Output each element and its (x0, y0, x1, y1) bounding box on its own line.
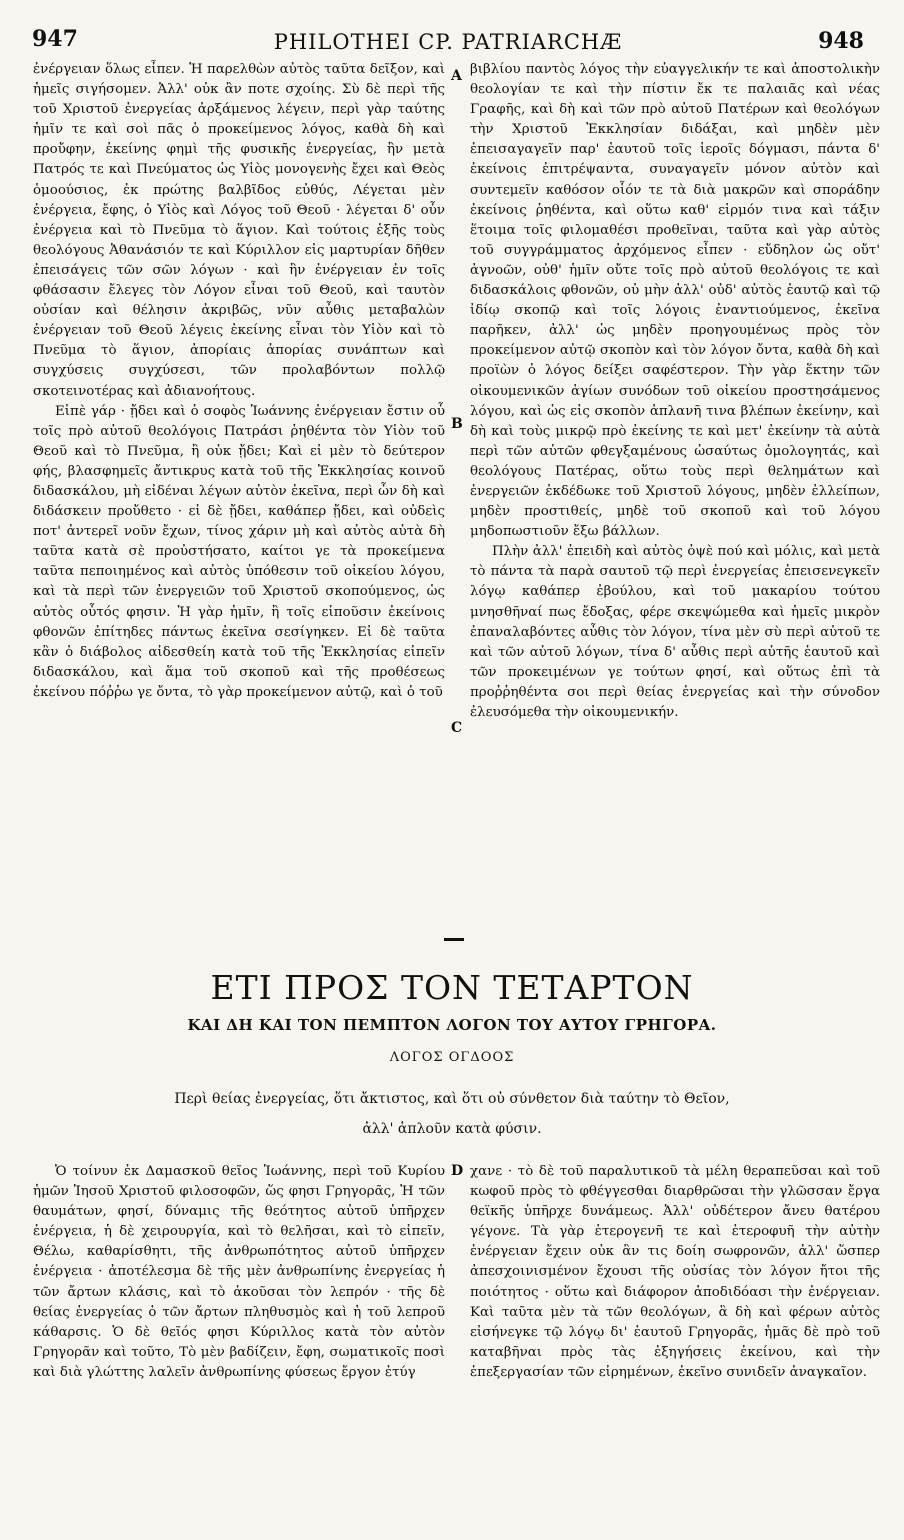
running-title: PHILOTHEI CP. PATRIARCHÆ (273, 30, 623, 54)
paragraph: ἐνέργειαν ὅλως εἶπεν. Ἡ παρελθὼν αὐτὸς ταῦτα δεῖξον, καὶ ἡμεῖς σιγήσομεν. Ἀλλ' οὐκ ἂν ποτε σχοίης. Σὺ δὲ περὶ τῆς τοῦ Χριστοῦ ἐνεργείας ἀρξάμενος λέγειν, περὶ γὰρ ταύτης ἡμῖν τε καὶ σοὶ πᾶς ὁ προκείμενος λόγος, καθὰ δὴ καὶ προὔφην, ἐκείνης φημὶ τῆς φυσικῆς ἐνεργείας, ἣν μετὰ Πατρός τε καὶ Πνεύματος ὡς Υἱὸς μονογενὴς ἔχει καὶ Θεὸς ὁμοούσιος, ἐκ πρώτης βαλβῖδος εὐθύς, Λέγεται μὲν ἐνέργεια, ἔφης, ὁ Υἱὸς καὶ Λόγος τοῦ Θεοῦ · λέγεται δ' οὖν ἐνέργεια καὶ τὸ Πνεῦμα τὸ ἅγιον. Καὶ τούτοις ἑξῆς τοὺς θεολόγους Ἀθανάσιόν τε καὶ Κύριλλον εἰς μαρτυρίαν δῆθεν ἐπεισάγεις τῶν σῶν λόγων · καὶ ἣν ἐνέργειαν ἐν τοῖς φθάσασιν ἔλεγες τὸν Λόγον εἶναι τοῦ Θεοῦ, καὶ ταυτὸν οὐσίαν καὶ θέλησιν ἀκριβῶς, νῦν αὖθις μεταβαλὼν ἐνέργειαν τοῦ Θεοῦ λέγεις ἐκείνης εἶναι τὸν Υἱὸν καὶ τὸ Πνεῦμα τὸ ἅγιον, ἀπορίαις ἀπορίας συνάπτων καὶ συγχύσεις συγχύσεσι, τῶν προλαβόντων πολλῷ σκοτεινοτέρας καὶ ἀδιανοήτους. (33, 62, 445, 399)
column-bottom-right (470, 1162, 880, 1462)
paragraph: Εἰπὲ γάρ · ᾔδει καὶ ὁ σοφὸς Ἰωάννης ἐνέργειαν ἔστιν οὗ τοῖς πρὸ αὐτοῦ θεολόγοις Πατράσι ῥηθέντα τὸν Υἱὸν τοῦ Θεοῦ καὶ τὸ Πνεῦμα, ἢ οὐκ ᾔδει; Καὶ εἰ μὲν τὸ δεύτερον φής, βλασφημεῖς ἄντικρυς κατὰ τοῦ τῆς Ἐκκλησίας κοινοῦ διδασκάλου, μὴ εἰδέναι λέγων αὐτὸν ἐκεῖνα, περὶ ὧν δὴ καὶ διδάσκειν προὔθετο · εἰ δὲ ᾔδει, καθάπερ ᾔδει, καὶ οὐδεὶς ποτ' ἀντερεῖ νοῦν ἔχων, τίνος χάριν μὴ καὶ αὐτὸς αὐτὰ δὴ ταῦτα κατὰ σὲ προὐστήσατο, καίτοι γε τὰ προκείμενα ταῦτα πεποιημένος καὶ αὐτὸς ὑπόθεσιν τοῦ οἰκείου λόγου, καὶ τὰ περὶ τῶν ἐνεργειῶν τοῦ Χριστοῦ σκοπούμενος, ὡς αὐτὸς οὗτός φησιν. Ἡ γὰρ ἡμῖν, ἢ τοῖς εἰποῦσιν ἐκείνοις φθονῶν ἐπίτηδες πάντως ἐκεῖνα σεσίγηκεν. Εἰ δὲ ταῦτα κἂν ὁ διάβολος αἰδεσθείη κατὰ τοῦ τῆς Ἐκκλησίας εἰπεῖν διδασκάλου, καὶ ἅμα τοῦ σκοποῦ καὶ τῆς προθέσεως ἐκείνου πόῤῥω γε ὄντα, τὸ γὰρ προκείμενον αὐτῷ, καὶ ὁ τοῦ (33, 403, 445, 700)
page-number-left: 947 (32, 26, 78, 52)
paragraph: Ὁ τοίνυν ἐκ Δαμασκοῦ θεῖος Ἰωάννης, περὶ τοῦ Κυρίου ἡμῶν Ἰησοῦ Χριστοῦ φιλοσοφῶν, ὥς φησι Γρηγορᾶς, Ἡ τῶν θαυμάτων, φησί, δύναμις τῆς θεότητος αὐτοῦ ὑπῆρχεν ἐνέργεια, ἡ δὲ χειρουργία, καὶ τὸ θελῆσαι, καὶ τὸ εἰπεῖν, Θέλω, καθαρίσθητι, τῆς ἀνθρωπότητος αὐτοῦ ὑπῆρχεν ἐνέργεια · ἀποτέλεσμα δὲ τῆς μὲν ἀνθρωπίνης ἐνεργείας ἡ τῶν ἄρτων κλάσις, καὶ τὸ ἀκοῦσαι τὸν λεπρόν · τῆς δὲ θείας ἐνεργείας ὁ τῶν ἄρτων πληθυσμὸς καὶ ἡ τοῦ λεπροῦ κάθαρσις. Ὁ δὲ θεῖός φησι Κύριλλος κατὰ τὸν αὐτὸν Γρηγορᾶν καὶ τοῦτο, Τὸ μὲν βαδίζειν, ἔφη, σωματικοῖς ποσὶ καὶ διὰ γλώττης λαλεῖν ἀνθρωπίνης φύσεως ἔργον ἐτύγ (33, 1164, 445, 1380)
paragraph: χανε · τὸ δὲ τοῦ παραλυτικοῦ τὰ μέλη θεραπεῦσαι καὶ τοῦ κωφοῦ πρὸς τὸ φθέγγεσθαι διαρθρῶσαι τὴν γλῶσσαν ἔργα θεϊκῆς ὑπῆρχε δυνάμεως. Ἀλλ' οὐδέτερον ἄνευ θατέρου γέγονε. Τὰ γὰρ ἑτερογενῆ τε καὶ ἑτεροφυῆ τὴν αὐτὴν ἐνέργειαν ἔχειν οὐκ ἂν τις δοίη σωφρονῶν, ἀλλ' ὥσπερ ἀπεσχοινισμένον ἔχουσι τῆς οὐσίας τὸν λόγον ἤτοι τῆς ποιότητος · οὕτω καὶ διάφορον ἀποδιδόασι τὴν ἐνέργειαν. Καὶ ταῦτα μὲν τὰ τῶν θεολόγων, ἃ δὴ καὶ φέρων αὐτὸς εἰσήνεγκε τῷ λόγῳ δι' ἑαυτοῦ Γρηγορᾶς, ἡμᾶς δὲ πρὸ τοῦ καταβῆναι πρὸς τὰς ἐξηγήσεις ἐκείνου, καὶ τὴν ἐπεξεργασίαν τῶν εἰρημένων, ἐκεῖνο συνιδεῖν ἀναγκαῖον. (470, 1164, 880, 1380)
section-mark-a: A (451, 68, 462, 84)
section-argument (100, 1084, 804, 1144)
section-subtitle: ΚΑΙ ΔΗ ΚΑΙ ΤΟΝ ΠΕΜΠΤΟΝ ΛΟΓΟΝ ΤΟΥ ΑΥΤΟΥ ΓΡΗΓΟΡΑ. (187, 1016, 717, 1034)
section-mark-b: B (451, 416, 463, 432)
column-bottom-left (33, 1162, 445, 1462)
column-top-left (33, 60, 445, 910)
page-number-right: 948 (818, 28, 864, 54)
paragraph: βιβλίου παντὸς λόγος τὴν εὐαγγελικήν τε καὶ ἀποστολικὴν θεολογίαν τε καὶ τὴν πίστιν ἔκ τε παλαιᾶς καὶ νέας Γραφῆς, καὶ δὴ καὶ τῶν πρὸ αὐτοῦ Πατέρων καὶ θεολόγων τὴν Χριστοῦ Ἐκκλησίαν διδάξαι, καὶ μηδὲν μὲν ἐπεισαγαγεῖν παρ' ἑαυτοῦ τοῖς ἱεροῖς δόγμασι, πάντα δ' ἐκείνοις ἐπιτρέψαντα, συναγαγεῖν μόνον αὐτὸν καὶ συντεμεῖν καθόσον οἷόν τε τὰ διὰ μακρῶν καὶ σποράδην ἐκείνοις ῥηθέντα, καὶ οὕτω καθ' εἱρμόν τινα καὶ τάξιν ἕτοιμα τοῖς φιλομαθέσι προθεῖναι, ταῦτα καὶ γὰρ αὐτὸς τοῦ συγγράμματος ἀρχόμενος εἶπεν · εὔδηλον ὡς οὔτ' ἀγνοῶν, οὐθ' ἡμῖν οὔτε τοῖς πρὸ αὐτοῦ θεολόγοις τε καὶ διδασκάλοις φθονῶν, οὐ μὴν ἀλλ' οὐδ' αὐτὸς ἑαυτῷ καὶ τῷ ἰδίῳ σκοπῷ καὶ τοῖς λόγοις ἐναντιούμενος, ἐκεῖνα παρῆκεν, ἀλλ' ὡς μηδὲν προηγουμένως πρὸς τὸν προκείμενον αὐτῷ σκοπὸν καὶ τὸν λόγον ὄντα, καθὰ δὴ καὶ προϊὼν ὁ λόγος δείξει σαφέστερον. Τὴν γὰρ ἕκτην τῶν οἰκουμενικῶν ἁγίων συνόδων τοῦ οἰκείου προστησάμενος λόγου, καὶ ὡς εἰς σκοπὸν ἀπλανῆ τινα βλέπων ἐκείνην, καὶ δὴ καὶ τοὺς μικρῷ πρὸ ἐκείνης τε καὶ μετ' ἐκείνην τὰ αὐτὰ περὶ τῶν αὐτῶν φθεγξαμένους ὡσαύτως ὁμολογητάς, καὶ θεολόγους Πατέρας, οὕτω τοὺς περὶ θελημάτων καὶ ἐνεργειῶν ἐκδέδωκε τοῦ Χριστοῦ λόγους, μηδὲν ἐλλείπων, μηδὲν προστιθείς, μηδὲ τοῦ σκοποῦ καὶ τοῦ λόγου μηδοπωστιοῦν ἔξω βάλλων. (470, 62, 880, 540)
column-top-right (470, 60, 880, 910)
discourse-number: ΛΟΓΟΣ ΟΓΔΟΟΣ (389, 1050, 515, 1065)
section-title: ΕΤΙ ΠΡΟΣ ΤΟΝ ΤΕΤΑΡΤΟΝ (210, 968, 694, 1007)
argument-line: Περὶ θείας ἐνεργείας, ὅτι ἄκτιστος, καὶ ὅτι οὐ σύνθετον διὰ ταύτην τὸ Θεῖον, (174, 1091, 730, 1107)
section-mark-c: C (451, 720, 463, 736)
argument-line: ἀλλ' ἁπλοῦν κατὰ φύσιν. (362, 1121, 542, 1137)
section-mark-d: D (451, 1163, 464, 1179)
paragraph: Πλὴν ἀλλ' ἐπειδὴ καὶ αὐτὸς ὀψὲ πού καὶ μόλις, καὶ μετὰ τὸ πάντα τὰ παρὰ σαυτοῦ τῷ περὶ ἐνεργείας ἐπεισενεγκεῖν λόγῳ καθάπερ ἐβούλου, καὶ τοῦ μακαρίου τούτου μνησθῆναί πως ἔδοξας, φέρε σκεψώμεθα καὶ ἡμεῖς μικρὸν ἐπαναλαβόντες αὖθις τὸν λόγον, τίνα μὲν σὺ περὶ αὐτοῦ τε καὶ τῶν αὐτοῦ λόγων, τίνα δ' αὖθις περὶ αὐτῆς ἑαυτοῦ καὶ τῶν προκειμένων γε τούτων φησί, καὶ οὕτως ἐπὶ τὰ προῤῥηθέντα σοι περὶ θείας ἐνεργείας καὶ τὴν σύνοδον ἐλευσόμεθα τὴν οἰκουμενικήν. (470, 544, 880, 720)
section-divider (444, 938, 464, 941)
page-header (32, 26, 864, 62)
